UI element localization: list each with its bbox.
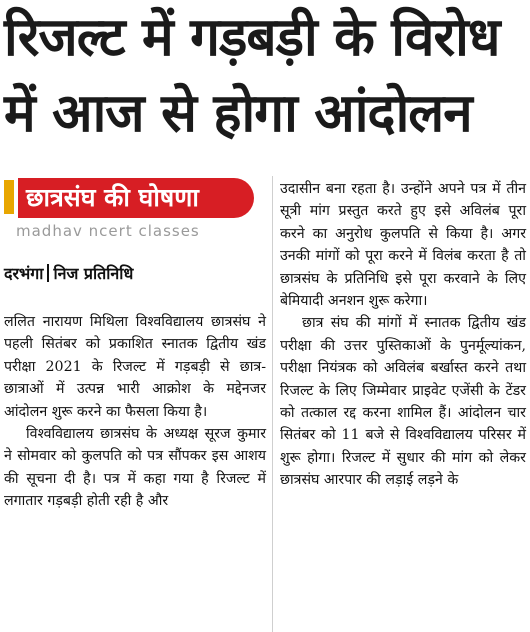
byline-separator — [47, 264, 49, 282]
byline — [4, 262, 204, 284]
left-paragraph-2: विश्वविद्यालय छात्रसंघ के अध्यक्ष सूरज कुमार ने सोमवार को कुलपति को पत्र सौंपकर इस आशय की सूचना दी है। पत्र में कहा गया है रिजल्ट में लगातार गड़बड़ी होती रही है और — [4, 426, 266, 510]
column-divider — [272, 176, 273, 632]
right-paragraph-2: छात्र संघ की मांगों में स्नातक द्वितीय खंड परीक्षा की उत्तर पुस्तिकाओं के पुनर्मूल्यांकन, परीक्षा नियंत्रक को अविलंब बर्खास्त करने तथा रिजल्ट के लिए जिम्मेवार प्राइवेट एजेंसी के टेंडर को तत्काल रद्द करना शामिल हैं। आंदोलन चार सितंबर को 11 बजे से विश्वविद्यालय परिसर में शुरू होगा। रिजल्ट में सुधार की मांग को लेकर छात्रसंघ आरपार की लड़ाई लड़ने के — [280, 315, 526, 489]
tag-label: छात्रसंघ की घोषणा — [18, 178, 254, 218]
left-paragraph-1: ललित नारायण मिथिला विश्वविद्यालय छात्रसंघ ने पहली सितंबर को प्रकाशित स्नातक द्वितीय खंड परीक्षा 2021 के रिजल्ट में गड़बड़ी से छात्र-छात्राओं में उत्पन्न भारी आक्रोश के मद्देनजर आंदोलन शुरू करने का फैसला किया है। — [4, 314, 266, 420]
headline-line-1: रिजल्ट में गड़बड़ी के विरोध — [4, 7, 500, 68]
left-column-body — [4, 311, 266, 513]
byline-place: दरभंगा — [4, 264, 44, 283]
headline-line-2: में आज से होगा आंदोलन — [4, 83, 472, 144]
section-tag — [4, 176, 254, 220]
watermark: madhav ncert classes — [16, 222, 200, 240]
right-column-body — [280, 178, 526, 492]
tag-accent-bar — [4, 180, 14, 214]
byline-credit: निज प्रतिनिधि — [53, 264, 134, 283]
right-paragraph-1: उदासीन बना रहता है। उन्होंने अपने पत्र में तीन सूत्री मांग प्रस्तुत करते हुए इसे अविलंब पूरा करने का अनुरोध कुलपति से किया है। अगर उनकी मांगों को पूरा करने में विलंब करता है तो छात्रसंघ के प्रतिनिधि इसे पूरा करवाने के लिए बेमियादी अनशन शुरू करेगा। — [280, 181, 526, 310]
headline — [4, 0, 526, 152]
left-column-header — [4, 176, 266, 220]
